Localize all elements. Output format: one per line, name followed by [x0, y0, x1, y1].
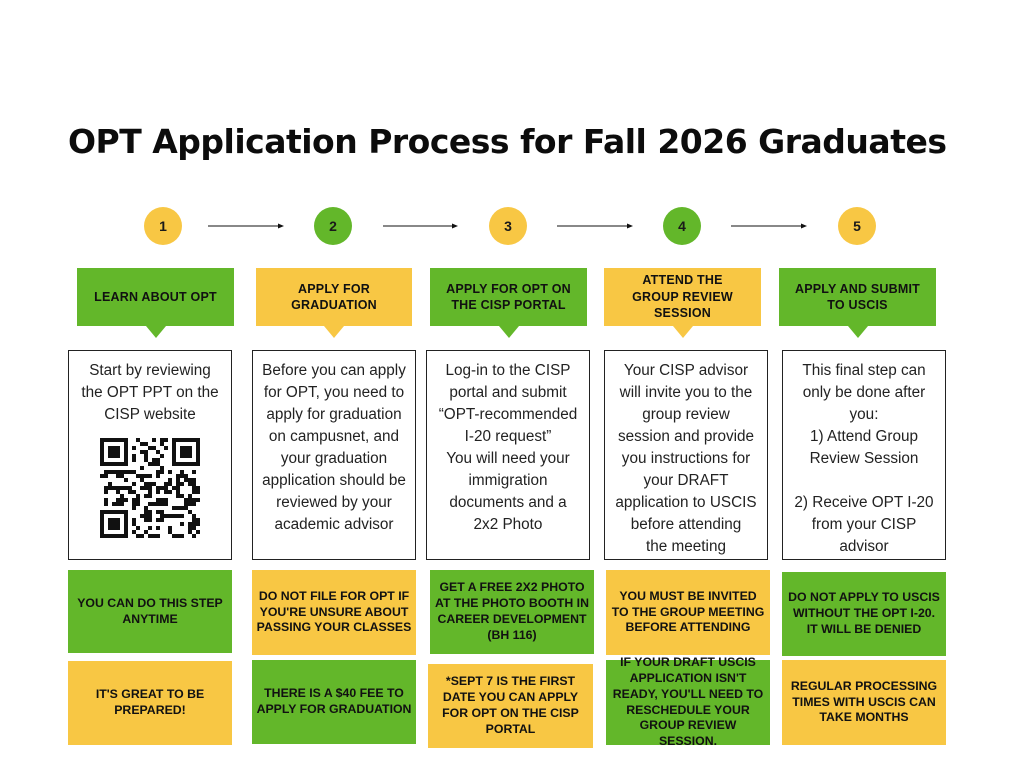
step-note: DO NOT APPLY TO USCIS WITHOUT THE OPT I-20. IT WILL BE DENIED: [782, 572, 946, 656]
step-header: APPLY AND SUBMIT TO USCIS: [779, 268, 936, 326]
arrow-right-icon: [557, 221, 634, 231]
header-pointer: [146, 326, 166, 338]
step-description: Before you can apply for OPT, you need to apply for graduation on campusnet, and your graduation application should be reviewed by your academic advisor: [262, 362, 406, 533]
step-header: ATTEND THE GROUP REVIEW SESSION: [604, 268, 761, 326]
arrow-right-icon: [208, 221, 285, 231]
step-note: THERE IS A $40 FEE TO APPLY FOR GRADUATION: [252, 660, 416, 744]
step-description: Your CISP advisor will invite you to the group review session and provide you instructions for your DRAFT application to USCIS before attending the meeting: [615, 362, 757, 555]
step-description-box: [782, 350, 946, 560]
step-number-circle: 4: [663, 207, 701, 245]
step-number-circle: 5: [838, 207, 876, 245]
step-description: This final step can only be done after you: 1) Attend Group Review Session 2) Receive OPT I-20 from your CISP advisor: [794, 362, 934, 555]
qr-code-icon[interactable]: [100, 438, 200, 538]
step-header: APPLY FOR OPT ON THE CISP PORTAL: [430, 268, 587, 326]
arrow-right-icon: [731, 221, 808, 231]
step-header: LEARN ABOUT OPT: [77, 268, 234, 326]
step-note: IF YOUR DRAFT USCIS APPLICATION ISN'T READY, YOU'LL NEED TO RESCHEDULE YOUR GROUP REVIEW SESSION.: [606, 660, 770, 745]
step-description-box: [252, 350, 416, 560]
step-note: REGULAR PROCESSING TIMES WITH USCIS CAN TAKE MONTHS: [782, 660, 946, 745]
step-description: Log-in to the CISP portal and submit “OPT-recommended I-20 request” You will need your immigration documents and a 2x2 Photo: [438, 362, 578, 533]
header-pointer: [324, 326, 344, 338]
step-note: DO NOT FILE FOR OPT IF YOU'RE UNSURE ABOUT PASSING YOUR CLASSES: [252, 570, 416, 655]
step-description: Start by reviewing the OPT PPT on the CISP website: [81, 362, 219, 423]
header-pointer: [848, 326, 868, 338]
header-pointer: [499, 326, 519, 338]
step-header: APPLY FOR GRADUATION: [256, 268, 412, 326]
step-number-circle: 1: [144, 207, 182, 245]
header-pointer: [673, 326, 693, 338]
step-description-box: [604, 350, 768, 560]
step-description-box: [426, 350, 590, 560]
arrow-right-icon: [383, 221, 459, 231]
step-note: *SEPT 7 IS THE FIRST DATE YOU CAN APPLY FOR OPT ON THE CISP PORTAL: [428, 664, 593, 748]
step-note: IT'S GREAT TO BE PREPARED!: [68, 661, 232, 745]
page-title: OPT Application Process for Fall 2026 Graduates: [68, 122, 947, 161]
step-description-box: [68, 350, 232, 560]
step-note: YOU CAN DO THIS STEP ANYTIME: [68, 570, 232, 653]
step-note: GET A FREE 2X2 PHOTO AT THE PHOTO BOOTH IN CAREER DEVELOPMENT (BH 116): [430, 570, 594, 654]
step-number-circle: 2: [314, 207, 352, 245]
step-note: YOU MUST BE INVITED TO THE GROUP MEETING BEFORE ATTENDING: [606, 570, 770, 655]
step-number-circle: 3: [489, 207, 527, 245]
